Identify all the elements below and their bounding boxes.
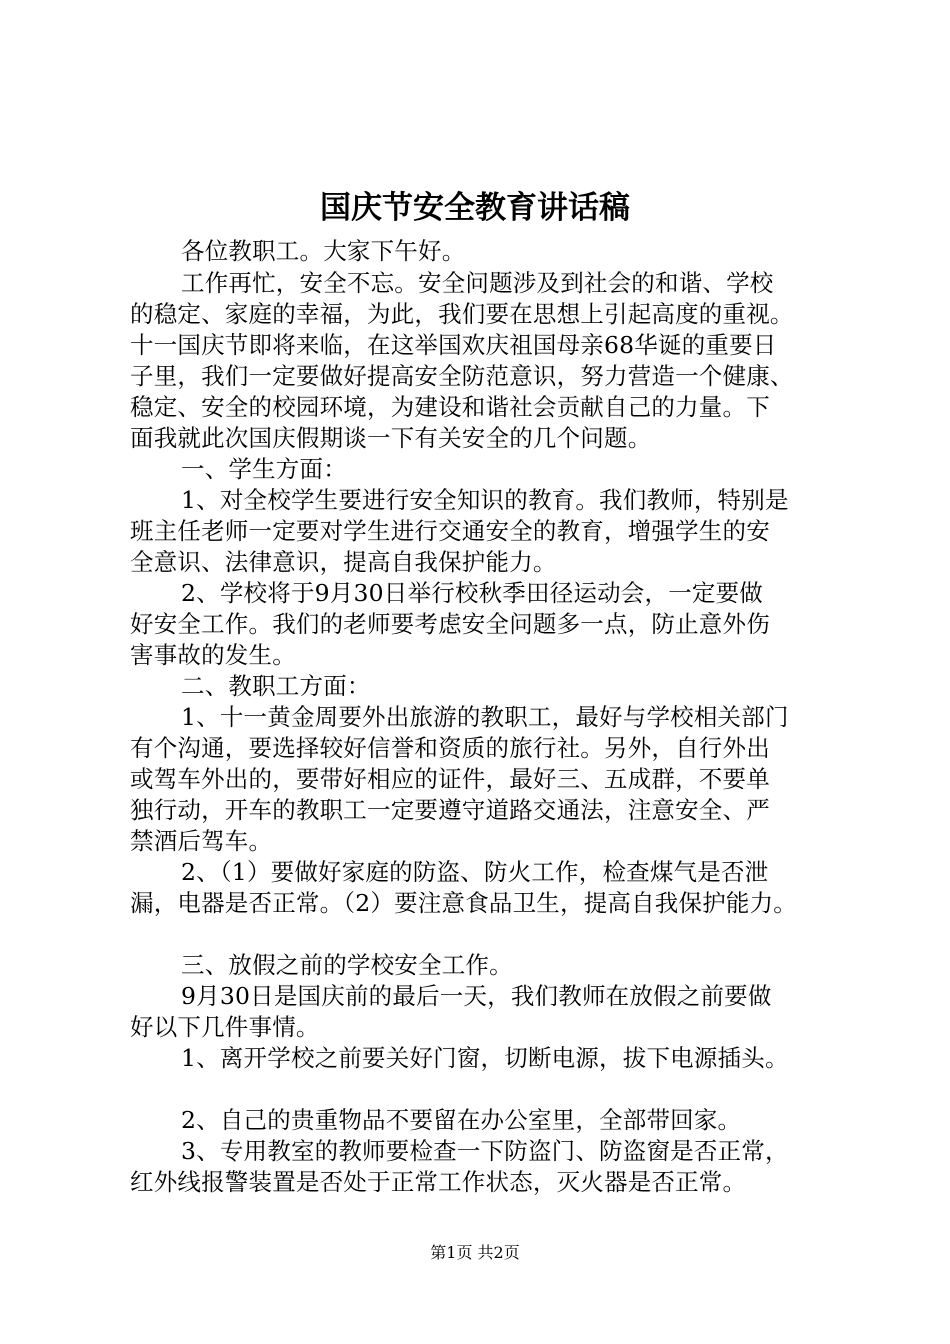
paragraph-line: 十一国庆节即将来临，在这举国欢庆祖国母亲68华诞的重要日 (130, 331, 777, 359)
paragraph-line: 全意识、法律意识，提高自我保护能力。 (130, 548, 557, 576)
paragraph-line: 2、（1）要做好家庭的防盗、防火工作，检查煤气是否泄 (181, 858, 769, 886)
document-title: 国庆节安全教育讲话稿 (320, 190, 630, 226)
paragraph-line: 漏，电器是否正常。（2）要注意食品卫生，提高自我保护能力。 (130, 889, 798, 917)
paragraph-line: 工作再忙，安全不忘。安全问题涉及到社会的和谐、学校 (181, 269, 774, 297)
paragraph-line: 各位教职工。大家下午好。 (181, 237, 466, 265)
paragraph-line: 独行动，开车的教职工一定要遵守道路交通法，注意安全、严 (130, 796, 770, 824)
paragraph-line: 有个沟通，要选择较好信誉和资质的旅行社。另外，自行外出 (130, 734, 770, 762)
section-heading: 一、学生方面： (181, 455, 347, 483)
paragraph-line: 1、对全校学生要进行安全知识的教育。我们教师，特别是 (181, 486, 789, 514)
paragraph-line: 3、专用教室的教师要检查一下防盗门、防盗窗是否正常， (181, 1137, 789, 1165)
paragraph-line: 1、十一黄金周要外出旅游的教职工，最好与学校相关部门 (181, 703, 789, 731)
paragraph-line: 好安全工作。我们的老师要考虑安全问题多一点，防止意外伤 (130, 610, 770, 638)
paragraph-line: 红外线报警装置是否处于正常工作状态，灭火器是否正常。 (130, 1168, 747, 1196)
paragraph-line: 子里，我们一定要做好提高安全防范意识，努力营造一个健康、 (130, 362, 794, 390)
paragraph-line: 面我就此次国庆假期谈一下有关安全的几个问题。 (130, 424, 652, 452)
page-footer: 第1页 共2页 (430, 1243, 520, 1262)
paragraph-line: 害事故的发生。 (130, 641, 296, 669)
paragraph-line: 或驾车外出的，要带好相应的证件，最好三、五成群，不要单 (130, 765, 770, 793)
paragraph-line: 稳定、安全的校园环境，为建设和谐社会贡献自己的力量。下 (130, 393, 770, 421)
paragraph-line: 2、自己的贵重物品不要留在办公室里，全部带回家。 (181, 1106, 742, 1134)
paragraph-line: 班主任老师一定要对学生进行交通安全的教育，增强学生的安 (130, 517, 770, 545)
paragraph-line: 2、学校将于9月30日举行校秋季田径运动会，一定要做 (181, 579, 764, 607)
paragraph-line: 9月30日是国庆前的最后一天，我们教师在放假之前要做 (181, 982, 772, 1010)
paragraph-line: 好以下几件事情。 (130, 1013, 320, 1041)
section-heading: 三、放假之前的学校安全工作。 (181, 951, 513, 979)
paragraph-line: 1、离开学校之前要关好门窗，切断电源，拔下电源插头。 (181, 1044, 789, 1072)
paragraph-line: 的稳定、家庭的幸福，为此，我们要在思想上引起高度的重视。 (130, 300, 794, 328)
section-heading: 二、教职工方面： (181, 672, 371, 700)
paragraph-line: 禁酒后驾车。 (130, 827, 273, 855)
